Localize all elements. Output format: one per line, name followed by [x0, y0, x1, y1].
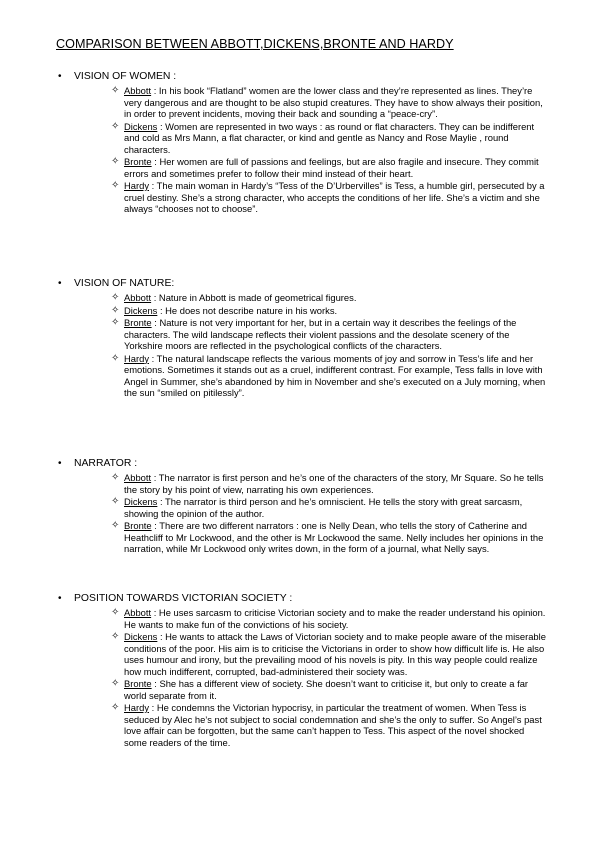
- list-item: [111, 156, 548, 179]
- diamond-bullet-icon: ✧: [111, 156, 120, 167]
- item-text: [124, 520, 548, 555]
- item-text: [124, 156, 548, 179]
- description-text: : Her women are full of passions and feelings, but are also fragile and insecure. They commit errors and sometimes prefer to follow their mind instead of their heart.: [124, 156, 539, 179]
- description-text: : He does not describe nature in his works.: [157, 304, 338, 316]
- diamond-bullet-icon: ✧: [111, 304, 120, 316]
- item-text: [124, 678, 548, 701]
- description-text: : He condemns the Victorian hypocrisy, in particular the treatment of women. When Tess is seduced by Alec he’s not subject to social condemnation and she’s the only to suffer. So Angel’s past love affair can be forgotten, but the same can’t happen to Tess. This aspect of the novel shocked some readers of the time.: [124, 702, 542, 748]
- item-text: [124, 702, 548, 748]
- description-text: : The main woman in Hardy’s “Tess of the D’Urbervilles” is Tess, a humble girl, persecuted by a cruel destiny. She’s a strong character, who accepts the conditions of her life. She’s a victim and she always “chooses not to choose”.: [124, 180, 545, 214]
- diamond-bullet-icon: ✧: [111, 702, 120, 713]
- item-list: [111, 607, 548, 748]
- description-text: : In his book “Flatland” women are the lower class and they’re represented as lines. They’re very dangerous and are thought to be also stupid creatures. They have to show always their position, in order to prevent incidents, moving their back and sounding a “peace-cry”.: [124, 85, 543, 119]
- diamond-bullet-icon: ✧: [111, 292, 120, 303]
- section-heading: VISION OF WOMEN :: [74, 71, 177, 82]
- item-list: [111, 472, 548, 555]
- diamond-bullet-icon: ✧: [111, 352, 120, 364]
- list-item: [111, 353, 548, 399]
- bullet-icon: •: [58, 71, 62, 82]
- list-item: [111, 496, 548, 519]
- section: [58, 71, 548, 216]
- diamond-bullet-icon: ✧: [111, 472, 120, 483]
- list-item: [111, 520, 548, 555]
- bullet-icon: •: [58, 278, 62, 289]
- document-title: COMPARISON BETWEEN ABBOTT,DICKENS,BRONTE AND HARDY: [56, 37, 454, 51]
- description-text: : The natural landscape reflects the various moments of joy and sorrow in Tess’s life and her emotions. Sometimes it stands out as a cruel, indifferent contrast. For example, Tess falls in love with Angel in Summer, she’s abandoned by him in November and she’s executed on a July morning, when the sun “smiled on pitilessly”.: [124, 352, 546, 398]
- item-text: [124, 85, 548, 120]
- item-text: [124, 496, 548, 519]
- item-text: [124, 631, 548, 677]
- section: [58, 278, 548, 400]
- section-heading-row: [58, 458, 548, 470]
- description-text: : The narrator is third person and he’s omniscient. He tells the story with great sarcasm, showing the opinion of the author.: [124, 496, 523, 519]
- item-text: [124, 472, 548, 495]
- description-text: : The narrator is first person and he’s one of the characters of the story, Mr Square. So he tells the story by his point of view, narrating his own experiences.: [124, 472, 544, 495]
- author-name: Hardy: [124, 702, 150, 713]
- list-item: [111, 121, 548, 156]
- diamond-bullet-icon: ✧: [111, 120, 120, 132]
- item-text: [124, 607, 548, 630]
- author-name: Abbott: [124, 292, 152, 303]
- list-item: [111, 292, 548, 304]
- diamond-bullet-icon: ✧: [111, 317, 120, 328]
- item-text: [124, 121, 548, 156]
- author-name: Hardy: [124, 352, 150, 364]
- list-item: [111, 85, 548, 120]
- item-text: [124, 180, 548, 215]
- section-heading: POSITION TOWARDS VICTORIAN SOCIETY :: [74, 593, 293, 604]
- diamond-bullet-icon: ✧: [111, 496, 120, 507]
- author-name: Abbott: [124, 472, 152, 483]
- item-text: [124, 305, 548, 317]
- description-text: : He uses sarcasm to criticise Victorian society and to make the reader understand his opinion. He wants to make fun of the convictions of his society.: [124, 607, 546, 630]
- section-heading-row: [58, 278, 548, 290]
- diamond-bullet-icon: ✧: [111, 520, 120, 531]
- description-text: : She has a different view of society. She doesn’t want to criticise it, but only to create a far world separate from it.: [124, 678, 529, 701]
- description-text: : There are two different narrators : one is Nelly Dean, who tells the story of Catherine and Heathcliff to Mr Lockwood, and the other is Mr Lockwood the same. Nelly includes her opinions in the narration, while Mr Lockwood only writes down, in the form of a journal, what Nelly says.: [124, 520, 544, 554]
- author-name: Dickens: [124, 304, 158, 316]
- list-item: [111, 678, 548, 701]
- description-text: : He wants to attack the Laws of Victorian society and to make people aware of the miserable conditions of the poor. His aim is to criticise the Victorians in order to show how difficult life is. He also uses humour and irony, but the prevailing mood of his novels is pity. In this way people could realize how much indifferent, corrupted, bad-administered their society was.: [124, 631, 546, 677]
- author-name: Abbott: [124, 85, 152, 96]
- diamond-bullet-icon: ✧: [111, 631, 120, 642]
- list-item: [111, 180, 548, 215]
- list-item: [111, 317, 548, 352]
- section: [58, 593, 548, 749]
- diamond-bullet-icon: ✧: [111, 180, 120, 191]
- author-name: Hardy: [124, 180, 150, 191]
- item-text: [124, 292, 548, 304]
- author-name: Dickens: [124, 120, 158, 132]
- author-name: Dickens: [124, 631, 158, 642]
- list-item: [111, 305, 548, 317]
- item-text: [124, 317, 548, 352]
- description-text: : Nature is not very important for her, but in a certain way it describes the feelings of the characters. The wild landscape reflects their violent passions and the desolate scenery of the Yorkshire moors are reflected in the psychological conflicts of the characters.: [124, 317, 517, 351]
- item-list: [111, 85, 548, 215]
- author-name: Bronte: [124, 156, 152, 167]
- author-name: Bronte: [124, 678, 152, 689]
- item-text: [124, 353, 548, 399]
- author-name: Bronte: [124, 317, 152, 328]
- item-list: [111, 292, 548, 399]
- diamond-bullet-icon: ✧: [111, 678, 120, 689]
- list-item: [111, 472, 548, 495]
- section-heading-row: [58, 593, 548, 605]
- list-item: [111, 631, 548, 677]
- section: [58, 458, 548, 556]
- description-text: : Nature in Abbott is made of geometrical figures.: [151, 292, 357, 303]
- author-name: Bronte: [124, 520, 152, 531]
- list-item: [111, 702, 548, 748]
- author-name: Dickens: [124, 496, 158, 507]
- diamond-bullet-icon: ✧: [111, 85, 120, 96]
- author-name: Abbott: [124, 607, 152, 618]
- diamond-bullet-icon: ✧: [111, 607, 120, 618]
- bullet-icon: •: [58, 458, 62, 469]
- section-heading-row: [58, 71, 548, 83]
- description-text: : Women are represented in two ways : as round or flat characters. They can be indifferent and cold as Mrs Mann, a flat character, or kind and gentle as Nancy and Rose Maylie , round characters.: [124, 120, 535, 155]
- section-heading: NARRATOR :: [74, 458, 138, 469]
- section-heading: VISION OF NATURE:: [74, 278, 175, 289]
- bullet-icon: •: [58, 593, 62, 604]
- list-item: [111, 607, 548, 630]
